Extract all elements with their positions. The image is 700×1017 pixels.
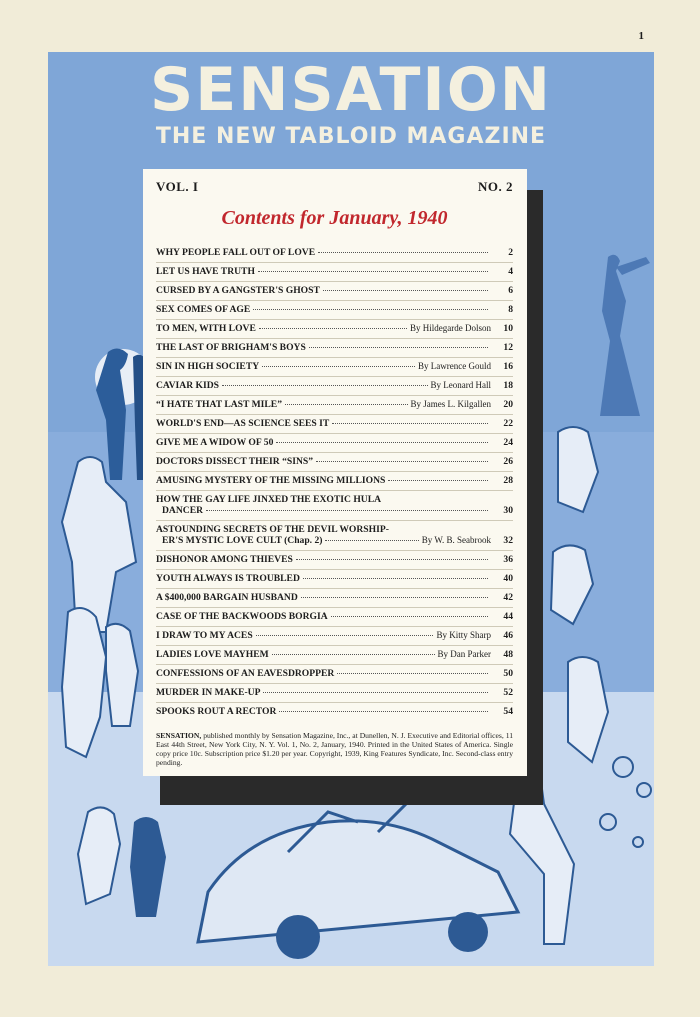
toc-title: LET US HAVE TRUTH xyxy=(156,266,255,277)
toc-row xyxy=(156,437,513,448)
toc-title-continuation: DANCER xyxy=(162,505,204,516)
toc-title: CAVIAR KIDS xyxy=(156,380,219,391)
toc-page: 18 xyxy=(503,380,513,391)
toc-title-continuation: ER'S MYSTIC LOVE CULT (Chap. 2) xyxy=(162,535,323,546)
magazine-subtitle: THE NEW TABLOID MAGAZINE xyxy=(155,124,547,149)
toc-entry xyxy=(156,520,513,550)
toc-entry xyxy=(156,490,513,520)
leader-dots xyxy=(316,461,488,462)
toc-entry xyxy=(156,683,513,702)
toc-page: 30 xyxy=(503,505,513,516)
volume-label: VOL. I xyxy=(156,179,199,194)
toc-author: By W. B. Seabrook xyxy=(421,535,491,545)
toc-title: A $400,000 BARGAIN HUSBAND xyxy=(156,592,298,603)
toc-entry xyxy=(156,471,513,490)
leader-dots xyxy=(332,423,488,424)
toc-author: By James L. Kilgallen xyxy=(410,399,491,409)
toc-page: 48 xyxy=(503,649,513,660)
toc-page: 10 xyxy=(503,323,513,334)
leader-dots xyxy=(303,578,488,579)
toc-title: WHY PEOPLE FALL OUT OF LOVE xyxy=(156,247,316,258)
toc-entry xyxy=(156,433,513,452)
toc-page: 4 xyxy=(508,266,513,277)
toc-entry xyxy=(156,281,513,300)
issue-number: NO. 2 xyxy=(478,179,513,194)
toc-entry xyxy=(156,300,513,319)
toc-row xyxy=(156,505,513,516)
toc-entry xyxy=(156,395,513,414)
toc-page: 12 xyxy=(503,342,513,353)
toc-title: GIVE ME A WIDOW OF 50 xyxy=(156,437,274,448)
leader-dots xyxy=(259,328,407,329)
page-number: 1 xyxy=(638,30,644,42)
contents-panel xyxy=(143,169,527,776)
leader-dots xyxy=(279,711,488,712)
toc-title: DISHONOR AMONG THIEVES xyxy=(156,554,293,565)
masthead xyxy=(48,55,654,149)
toc-page: 52 xyxy=(503,687,513,698)
toc-row xyxy=(156,247,513,258)
toc-row xyxy=(156,285,513,296)
toc-page: 6 xyxy=(508,285,513,296)
leader-dots xyxy=(256,635,434,636)
toc-entry xyxy=(156,357,513,376)
toc-row xyxy=(156,554,513,565)
toc-page: 40 xyxy=(503,573,513,584)
leader-dots xyxy=(206,510,488,511)
leader-dots xyxy=(253,309,488,310)
toc-entry xyxy=(156,664,513,683)
toc-row xyxy=(156,649,513,660)
leader-dots xyxy=(258,271,488,272)
toc-page: 46 xyxy=(503,630,513,641)
leader-dots xyxy=(285,404,407,405)
toc-title: CONFESSIONS OF AN EAVESDROPPER xyxy=(156,668,335,679)
toc-title: TO MEN, WITH LOVE xyxy=(156,323,256,334)
toc-title: SIN IN HIGH SOCIETY xyxy=(156,361,260,372)
toc-row xyxy=(156,630,513,641)
toc-entry xyxy=(156,452,513,471)
toc-row xyxy=(156,323,513,334)
leader-dots xyxy=(309,347,488,348)
leader-dots xyxy=(325,540,418,541)
leader-dots xyxy=(318,252,488,253)
toc-author: By Kitty Sharp xyxy=(436,630,491,640)
toc-title: THE LAST OF BRIGHAM'S BOYS xyxy=(156,342,306,353)
toc-row xyxy=(156,535,513,546)
toc-row xyxy=(156,304,513,315)
toc-page: 24 xyxy=(503,437,513,448)
toc-title: MURDER IN MAKE-UP xyxy=(156,687,261,698)
toc-entry xyxy=(156,319,513,338)
toc-entry xyxy=(156,414,513,433)
toc-page: 26 xyxy=(503,456,513,467)
leader-dots xyxy=(222,385,428,386)
toc-row xyxy=(156,342,513,353)
leader-dots xyxy=(276,442,488,443)
toc-entry xyxy=(156,607,513,626)
toc-entry xyxy=(156,244,513,262)
toc-page: 8 xyxy=(508,304,513,315)
toc-title: DOCTORS DISSECT THEIR “SINS” xyxy=(156,456,314,467)
toc-page: 44 xyxy=(503,611,513,622)
toc-page: 50 xyxy=(503,668,513,679)
toc-row xyxy=(156,592,513,603)
toc-author: By Lawrence Gould xyxy=(418,361,491,371)
table-of-contents xyxy=(156,244,513,721)
leader-dots xyxy=(331,616,488,617)
toc-title: AMUSING MYSTERY OF THE MISSING MILLIONS xyxy=(156,475,386,486)
publication-text: published monthly by Sensation Magazine, Inc., at Dunellen, N. J. Executive and Editorial offices, 11 East 44th Street, New York City, N. Y. Vol. 1, No. 2, January, 1940. Printed in the United States of America. Single copy price 10c. Subscription price $1.20 per year. Copyright, 1939, King Features Syndicate, Inc. Second-class entry pending. xyxy=(156,731,514,767)
magazine-title: SENSATION xyxy=(150,55,552,125)
toc-title: SEX COMES OF AGE xyxy=(156,304,251,315)
toc-title: I DRAW TO MY ACES xyxy=(156,630,253,641)
issue-row xyxy=(156,179,513,195)
toc-title: SPOOKS ROUT A RECTOR xyxy=(156,706,277,717)
toc-author: By Leonard Hall xyxy=(430,380,491,390)
publication-notice xyxy=(156,731,513,767)
toc-row xyxy=(156,573,513,584)
toc-title: YOUTH ALWAYS IS TROUBLED xyxy=(156,573,300,584)
toc-row xyxy=(156,668,513,679)
toc-title: ASTOUNDING SECRETS OF THE DEVIL WORSHIP- xyxy=(156,524,389,535)
toc-title: CASE OF THE BACKWOODS BORGIA xyxy=(156,611,328,622)
contents-heading: Contents for January, 1940 xyxy=(221,207,448,229)
toc-entry xyxy=(156,550,513,569)
toc-row xyxy=(156,266,513,277)
toc-entry xyxy=(156,645,513,664)
toc-title: WORLD'S END—AS SCIENCE SEES IT xyxy=(156,418,330,429)
toc-author: By Hildegarde Dolson xyxy=(410,323,491,333)
toc-title: CURSED BY A GANGSTER'S GHOST xyxy=(156,285,320,296)
toc-entry xyxy=(156,262,513,281)
toc-row xyxy=(156,611,513,622)
toc-page: 36 xyxy=(503,554,513,565)
toc-entry xyxy=(156,376,513,395)
publication-lead: SENSATION, xyxy=(156,731,202,740)
toc-entry xyxy=(156,569,513,588)
toc-page: 54 xyxy=(503,706,513,717)
toc-page: 16 xyxy=(503,361,513,372)
toc-entry xyxy=(156,588,513,607)
toc-entry xyxy=(156,626,513,645)
toc-page: 32 xyxy=(503,535,513,546)
leader-dots xyxy=(272,654,435,655)
toc-row xyxy=(156,399,513,410)
toc-row xyxy=(156,418,513,429)
toc-entry xyxy=(156,702,513,721)
toc-title: “I HATE THAT LAST MILE” xyxy=(156,399,283,410)
leader-dots xyxy=(262,366,415,367)
toc-row xyxy=(156,361,513,372)
toc-title: LADIES LOVE MAYHEM xyxy=(156,649,269,660)
leader-dots xyxy=(337,673,488,674)
toc-row xyxy=(156,687,513,698)
toc-page: 28 xyxy=(503,475,513,486)
toc-page: 22 xyxy=(503,418,513,429)
leader-dots xyxy=(296,559,488,560)
leader-dots xyxy=(323,290,488,291)
toc-page: 2 xyxy=(508,247,513,258)
toc-title: HOW THE GAY LIFE JINXED THE EXOTIC HULA xyxy=(156,494,382,505)
toc-author: By Dan Parker xyxy=(437,649,491,659)
toc-row xyxy=(156,475,513,486)
toc-row xyxy=(156,380,513,391)
leader-dots xyxy=(263,692,488,693)
toc-row xyxy=(156,706,513,717)
leader-dots xyxy=(388,480,488,481)
toc-page: 20 xyxy=(503,399,513,410)
toc-row xyxy=(156,456,513,467)
toc-entry xyxy=(156,338,513,357)
leader-dots xyxy=(301,597,488,598)
toc-page: 42 xyxy=(503,592,513,603)
